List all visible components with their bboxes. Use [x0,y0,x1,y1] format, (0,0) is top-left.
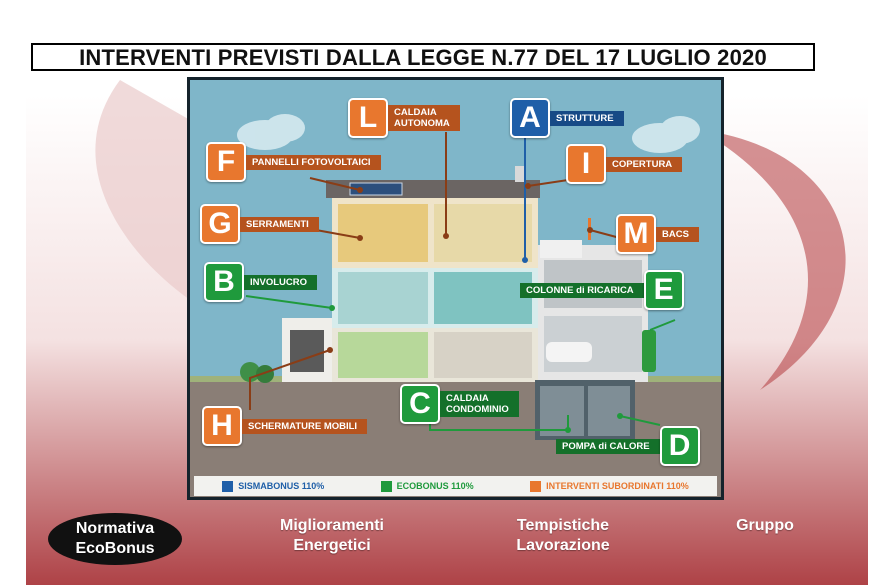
callout-copertura[interactable] [566,144,682,184]
nav-label: EcoBonus [75,540,155,557]
callout-strutture[interactable] [510,98,624,138]
callout-involucro[interactable] [204,262,317,302]
legend-label: ECOBONUS 110% [396,481,474,491]
callout-letter: H [202,406,242,446]
infographic-panel [187,77,724,500]
legend-item-sismabonus [222,481,324,492]
legend-swatch-orange [530,481,541,492]
callout-letter: E [644,270,684,310]
nav-miglioramenti-energetici[interactable] [262,516,402,556]
legend-item-ecobonus [381,481,474,492]
nav-label: Energetici [293,537,371,554]
callout-letter: D [660,426,700,466]
nav-normativa-ecobonus[interactable] [48,513,182,565]
callout-label: SERRAMENTI [240,217,319,232]
callout-label: BACS [656,227,699,242]
callout-label: STRUTTURE [550,111,624,126]
callout-letter: I [566,144,606,184]
callout-label: SCHERMATURE MOBILI [242,419,367,434]
legend [194,476,717,496]
nav-label: Tempistiche [516,517,610,534]
callout-label: CALDAIA CONDOMINIO [440,391,519,417]
callout-schermature-mobili[interactable] [202,406,367,446]
callout-label: PANNELLI FOTOVOLTAICI [246,155,381,170]
callout-letter: L [348,98,388,138]
callout-label: POMPA di CALORE [556,439,660,454]
callout-letter: G [200,204,240,244]
nav-label: Gruppo [736,517,794,534]
nav-label: Lavorazione [516,537,610,554]
callout-label: COPERTURA [606,157,682,172]
legend-label: SISMABONUS 110% [238,481,325,491]
callout-letter: M [616,214,656,254]
nav-label: Normativa [75,520,155,537]
callout-caldaia-autonoma[interactable] [348,98,460,138]
callout-label: COLONNE di RICARICA [520,283,644,298]
callout-caldaia-condominio[interactable] [400,384,519,424]
legend-swatch-blue [222,481,233,492]
callout-bacs[interactable] [616,214,699,254]
nav-tempistiche-lavorazione[interactable] [495,516,631,556]
callout-label: CALDAIA AUTONOMA [388,105,460,131]
callout-pompa-calore[interactable] [556,426,700,466]
callout-letter: B [204,262,244,302]
nav-label: Miglioramenti [279,517,384,534]
callout-label: INVOLUCRO [244,275,317,290]
callout-letter: A [510,98,550,138]
callout-letter: F [206,142,246,182]
nav-gruppo[interactable] [720,516,810,536]
legend-swatch-green [381,481,392,492]
callout-serramenti[interactable] [200,204,319,244]
legend-item-subordinati [530,481,689,492]
page-title: INTERVENTI PREVISTI DALLA LEGGE N.77 DEL 17 LUGLIO 2020 [31,43,815,71]
callout-letter: C [400,384,440,424]
callout-pannelli-fotovoltaici[interactable] [206,142,381,182]
callout-colonne-ricarica[interactable] [520,270,684,310]
legend-label: INTERVENTI SUBORDINATI 110% [546,481,689,491]
